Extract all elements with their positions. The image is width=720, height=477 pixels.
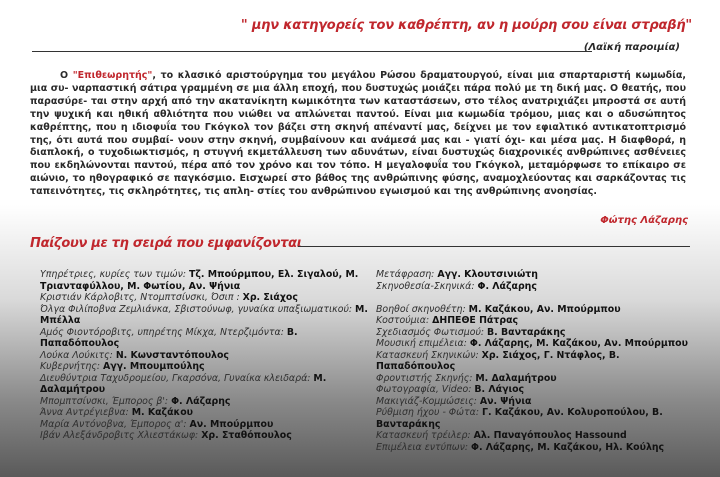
crew-entry	[376, 338, 696, 350]
crew-member: Γ. Καζάκου, Αν. Κολυροπούλου, Β. Βανταράκης	[376, 407, 663, 430]
cast-actor: Β. Παπαδόπουλος	[40, 326, 298, 349]
crew-member: Β. Λάγιος	[474, 384, 525, 395]
crew-member: Φ. Λάζαρης	[477, 280, 537, 292]
crew-entry	[376, 407, 696, 430]
cast-actor: Χρ. Σταθόπουλος	[201, 430, 292, 441]
crew-role: Κοστούμια:	[376, 315, 433, 326]
cast-entry	[40, 269, 370, 292]
cast-entry	[40, 430, 370, 442]
crew-role: Κατασκευή Σκηνικών:	[376, 349, 482, 361]
cast-entry	[40, 419, 370, 431]
cast-role: Όλγα Φιλίποβνα Ζεμλιάνκα, Σβιστούνωφ, γυναίκα υπαξιωματικού:	[40, 303, 356, 315]
crew-member: Μ. Καζάκου, Αν. Μπούρμπου	[468, 303, 621, 315]
header-divider	[32, 51, 592, 52]
play-title: "Επιθεωρητής"	[72, 70, 153, 81]
crew-role: Μακιγιάζ-Κομμώσεις:	[376, 395, 480, 407]
cast-role: Μπομπτσίνσκι, Έμπορος β':	[40, 395, 172, 407]
cast-actor: Ν. Κωνσταντόπουλος	[115, 349, 229, 361]
crew-member: Μ. Δαλαμήτρου	[475, 372, 557, 384]
author-signature: Φώτης Λάζαρης	[600, 215, 688, 226]
cast-entry	[40, 361, 370, 373]
crew-spacer	[376, 292, 696, 304]
cast-role: Υπηρέτριες, κυρίες των τιμών:	[40, 269, 189, 280]
crew-entry	[376, 281, 696, 293]
intro-lead: Ο	[60, 70, 69, 81]
cast-actor: Φ. Λάζαρης	[171, 395, 231, 407]
crew-member: ΔΗΠΕΘΕ Πάτρας	[432, 315, 519, 326]
cast-list	[40, 269, 370, 442]
cast-entry	[40, 292, 370, 304]
cast-entry	[40, 407, 370, 419]
crew-entry	[376, 442, 696, 454]
cast-actor: Μ. Μπέλλα	[40, 303, 368, 326]
crew-entry	[376, 327, 696, 339]
cast-actor: Χρ. Σιάχος	[242, 292, 298, 303]
motto-source: (Λαϊκή παροιμία)	[583, 42, 680, 53]
cast-role: Μαρία Αντόνοβνα, Έμπορος α':	[40, 418, 190, 430]
cast-actor: Αγγ. Μπουμπούλης	[102, 361, 205, 372]
crew-entry	[376, 384, 696, 396]
crew-member: Αν. Ψήνια	[479, 395, 532, 407]
crew-role: Φωτογραφία, Video:	[376, 384, 475, 395]
crew-member: Φ. Λάζαρης, Μ. Καζάκου, Αν. Μπούρμπου	[469, 338, 688, 349]
crew-entry	[376, 396, 696, 408]
cast-entry	[40, 327, 370, 350]
crew-entry	[376, 373, 696, 385]
crew-member: Φ. Λάζαρης, Μ. Καζάκου, Ηλ. Κούλης	[470, 441, 665, 453]
crew-entry	[376, 350, 696, 373]
crew-role: Μετάφραση:	[376, 269, 438, 280]
crew-role: Ρύθμιση ήχου - Φώτα:	[376, 407, 482, 418]
crew-role: Επιμέλεια εντύπων:	[376, 441, 471, 453]
cast-actor: Αν. Μπούρμπου	[189, 418, 274, 430]
cast-role: Κυβερνήτης:	[40, 361, 103, 372]
cast-role: Ιβάν Αλεξάνδροβιτς Χλιεστάκωφ:	[40, 430, 202, 441]
cast-entry	[40, 304, 370, 327]
crew-role: Μουσική επιμέλεια:	[376, 338, 470, 349]
crew-member: Β. Βανταράκης	[487, 326, 566, 338]
crew-role: Σχεδιασμός Φωτισμού:	[376, 326, 488, 338]
cast-role: Άννα Αντρέγιεβνα:	[40, 407, 132, 418]
crew-role: Σκηνοθεσία-Σκηνικά:	[376, 280, 478, 292]
cast-actor: Μ. Καζάκου	[131, 407, 193, 418]
crew-entry	[376, 315, 696, 327]
crew-member: Αλ. Παναγόπουλος Hassound	[473, 430, 627, 441]
cast-entry	[40, 373, 370, 396]
cast-actor: Τζ. Μπούρμπου, Ελ. Σιγαλού, Μ. Τριανταφύλλου, Μ. Φωτίου, Αν. Ψήνια	[40, 269, 359, 292]
motto-quote: " μην κατηγορείς τον καθρέπτη, αν η μούρη σου είναι στραβή"	[240, 18, 692, 33]
cast-entry	[40, 350, 370, 362]
cast-role: Λούκα Λούκιτς:	[40, 349, 116, 361]
crew-role: Κατασκευή τρέιλερ:	[376, 430, 474, 441]
cast-entry	[40, 396, 370, 408]
cast-heading: Παίζουν με τη σειρά που εμφανίζονται	[30, 236, 302, 251]
cast-role: Διευθύντρια Ταχυδρομείου, Γκαρσόνα, Γυναίκα κλειδαρά:	[40, 372, 314, 384]
crew-member: Αγγ. Κλουτσινιώτη	[437, 269, 538, 280]
intro-paragraph	[30, 70, 686, 199]
crew-role: Βοηθοί σκηνοθέτη:	[376, 303, 469, 315]
crew-list	[376, 269, 696, 453]
intro-text: , το κλασικό αριστούργημα του μεγάλου Ρώσου δραματουργού, είναι μια σπαρταριστή κωμωδία, μια συ- ναρπαστική σάτιρα γραμμένη σε μια άλλη εποχή, που δυστυχώς μοιάζει πάρα πολύ με τη δική μας. Ο θεατής, που παρασύρε- ται στην αρχή από την ακατανίκητη κωμικότητα των καταστάσεων, στο τέλος ανατριχιάζει μπροστά σε αυτή την ψυχική και ηθική αθλιότητα που νιώθει να απλώνεται παντού. Είναι μια κωμωδία τρόμου, μιας και ο αδυσώπητος καθρέπτης, που η ιδιοφυΐα του Γκόγκολ τον βάζει στη σκηνή απέναντί μας, δείχνει με τον εφιαλτικό αντικατοπτρισμό της, ότι αυτά που συμβαί- νουν στην σκηνή, συμβαίνουν και ανάμεσά μας και - γιατί όχι- και μέσα μας. Η διαφθορά, η διαπλοκή, ο τυχοδιωκτισμός, η στυγνή εκμετάλλευση των αδυνάτων, είναι δυστυχώς διαχρονικές ανθρώπινες ασθένειες που εκδηλώνονται παντού, πέρα από τον χρόνο και τον τόπο. Η μεγαλοφυΐα του Γκόγκολ, μεταμόρφωσε το επίκαιρο σε αιώνιο, το ηθογραφικό σε παγκόσμιο. Εισχωρεί στο βάθος της ανθρώπινης φύσης, αναμοχλεύοντας και σαρκάζοντας τις ταπεινότητες, τις σκληρότητες, τις απλη- στίες του ανθρώπινου εγωισμού και της ανθρώπινης ανοησίας.	[30, 70, 686, 198]
crew-entry	[376, 269, 696, 281]
crew-entry	[376, 430, 696, 442]
crew-member: Χρ. Σιάχος, Γ. Ντάφλος, Β. Παπαδόπουλος	[376, 349, 620, 372]
crew-role: Φροντιστής Σκηνής:	[376, 372, 476, 384]
cast-actor: Μ. Δαλαμήτρου	[40, 372, 327, 395]
cast-role: Αμός Φιοντόροβιτς, υπηρέτης Μίκχα, Ντερζιμόντα:	[40, 326, 287, 338]
crew-entry	[376, 304, 696, 316]
cast-role: Κριστιάν Κάρλοβιτς, Ντομπτσίνσκι, Όσιπ :	[40, 292, 243, 303]
cast-divider	[298, 246, 690, 247]
